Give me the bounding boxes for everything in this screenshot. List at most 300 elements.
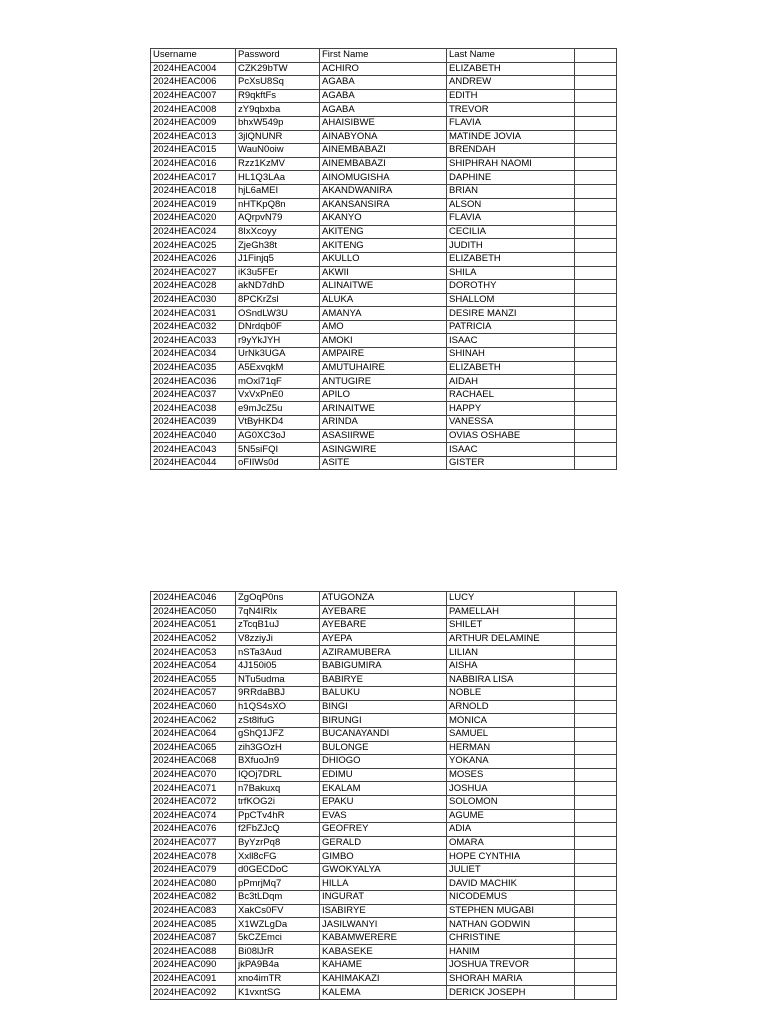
table-row — [151, 130, 617, 144]
first-name-cell: ATUGONZA — [320, 592, 447, 606]
username-cell: 2024HEAC052 — [151, 632, 236, 646]
last-name-cell: HAPPY — [447, 402, 575, 416]
table-row — [151, 320, 617, 334]
first-name-cell: ALUKA — [320, 293, 447, 307]
empty-cell — [575, 76, 617, 90]
table-row — [151, 755, 617, 769]
table-row — [151, 931, 617, 945]
first-name-cell: BULONGE — [320, 741, 447, 755]
password-cell: BXfuoJn9 — [236, 755, 320, 769]
first-name-cell: ASINGWIRE — [320, 443, 447, 457]
username-cell: 2024HEAC083 — [151, 904, 236, 918]
last-name-cell: DESIRE MANZI — [447, 307, 575, 321]
username-cell: 2024HEAC055 — [151, 673, 236, 687]
password-cell: DNrdqb0F — [236, 320, 320, 334]
password-cell: ZjeGh38t — [236, 239, 320, 253]
empty-cell — [575, 307, 617, 321]
first-name-cell: GWOKYALYA — [320, 863, 447, 877]
first-name-cell: AMO — [320, 320, 447, 334]
last-name-cell: SHALLOM — [447, 293, 575, 307]
empty-cell — [575, 320, 617, 334]
table-row — [151, 592, 617, 606]
first-name-cell: AYEBARE — [320, 605, 447, 619]
password-cell: X1WZLgDa — [236, 918, 320, 932]
username-cell: 2024HEAC008 — [151, 103, 236, 117]
empty-cell — [575, 700, 617, 714]
username-cell: 2024HEAC027 — [151, 266, 236, 280]
username-cell: 2024HEAC033 — [151, 334, 236, 348]
first-name-cell: BIRUNGI — [320, 714, 447, 728]
password-cell: PpCTv4hR — [236, 809, 320, 823]
first-name-cell: AKITENG — [320, 225, 447, 239]
table-row — [151, 361, 617, 375]
table-row — [151, 402, 617, 416]
table-row — [151, 280, 617, 294]
empty-cell — [575, 782, 617, 796]
username-cell: 2024HEAC060 — [151, 700, 236, 714]
table-row — [151, 700, 617, 714]
empty-cell — [575, 375, 617, 389]
table-row — [151, 198, 617, 212]
username-cell: 2024HEAC087 — [151, 931, 236, 945]
first-name-cell: KAHAME — [320, 959, 447, 973]
table-row — [151, 646, 617, 660]
first-name-cell: KABAMWERERE — [320, 931, 447, 945]
last-name-cell: SHILET — [447, 619, 575, 633]
last-name-cell: MATINDE JOVIA — [447, 130, 575, 144]
table-row — [151, 252, 617, 266]
last-name-cell: NATHAN GODWIN — [447, 918, 575, 932]
username-cell: 2024HEAC072 — [151, 795, 236, 809]
empty-cell — [575, 334, 617, 348]
table-row — [151, 76, 617, 90]
username-cell: 2024HEAC031 — [151, 307, 236, 321]
table-row — [151, 918, 617, 932]
last-name-cell: BRIAN — [447, 184, 575, 198]
empty-cell — [575, 144, 617, 158]
table-row — [151, 986, 617, 1000]
username-cell: 2024HEAC015 — [151, 144, 236, 158]
password-cell: VxVxPnE0 — [236, 388, 320, 402]
password-cell: bhxW549p — [236, 116, 320, 130]
first-name-cell: BABIGUMIRA — [320, 659, 447, 673]
last-name-cell: SHIPHRAH NAOMI — [447, 157, 575, 171]
first-name-cell: BABIRYE — [320, 673, 447, 687]
first-name-cell: ASASIIRWE — [320, 429, 447, 443]
table-row — [151, 443, 617, 457]
first-name-cell: ALINAITWE — [320, 280, 447, 294]
username-cell: 2024HEAC013 — [151, 130, 236, 144]
password-cell: iK3u5FEr — [236, 266, 320, 280]
last-name-cell: NABBIRA LISA — [447, 673, 575, 687]
username-cell: 2024HEAC054 — [151, 659, 236, 673]
last-name-cell: DAPHINE — [447, 171, 575, 185]
last-name-cell: ADIA — [447, 823, 575, 837]
password-cell: hjL6aMEI — [236, 184, 320, 198]
last-name-cell: ELIZABETH — [447, 62, 575, 76]
empty-cell — [575, 212, 617, 226]
table-row — [151, 619, 617, 633]
first-name-cell: GIMBO — [320, 850, 447, 864]
last-name-cell: ELIZABETH — [447, 252, 575, 266]
first-name-cell: EPAKU — [320, 795, 447, 809]
username-cell: 2024HEAC009 — [151, 116, 236, 130]
username-cell: 2024HEAC036 — [151, 375, 236, 389]
password-cell: zSt8lfuG — [236, 714, 320, 728]
last-name-cell: MOSES — [447, 768, 575, 782]
password-cell: 5N5siFQI — [236, 443, 320, 457]
last-name-cell: DAVID MACHIK — [447, 877, 575, 891]
table-row — [151, 225, 617, 239]
last-name-cell: OVIAS OSHABE — [447, 429, 575, 443]
first-name-cell: AINABYONA — [320, 130, 447, 144]
header-last-name: Last Name — [447, 49, 575, 63]
password-cell: AG0XC3oJ — [236, 429, 320, 443]
username-cell: 2024HEAC079 — [151, 863, 236, 877]
table-row — [151, 348, 617, 362]
empty-cell — [575, 863, 617, 877]
username-cell: 2024HEAC043 — [151, 443, 236, 457]
first-name-cell: AMANYA — [320, 307, 447, 321]
username-cell: 2024HEAC091 — [151, 972, 236, 986]
table-row — [151, 687, 617, 701]
table-row — [151, 375, 617, 389]
table-row — [151, 727, 617, 741]
table-row — [151, 972, 617, 986]
table-row — [151, 795, 617, 809]
empty-cell — [575, 416, 617, 430]
last-name-cell: DOROTHY — [447, 280, 575, 294]
first-name-cell: APILO — [320, 388, 447, 402]
empty-cell — [575, 184, 617, 198]
last-name-cell: PAMELLAH — [447, 605, 575, 619]
password-cell: zTcqB1uJ — [236, 619, 320, 633]
empty-cell — [575, 456, 617, 470]
empty-cell — [575, 972, 617, 986]
table-row — [151, 307, 617, 321]
empty-cell — [575, 62, 617, 76]
last-name-cell: LILIAN — [447, 646, 575, 660]
empty-cell — [575, 388, 617, 402]
table-row — [151, 891, 617, 905]
last-name-cell: BRENDAH — [447, 144, 575, 158]
password-cell: nHTKpQ8n — [236, 198, 320, 212]
empty-cell — [575, 252, 617, 266]
header-username: Username — [151, 49, 236, 63]
empty-cell — [575, 239, 617, 253]
username-cell: 2024HEAC018 — [151, 184, 236, 198]
username-cell: 2024HEAC062 — [151, 714, 236, 728]
username-cell: 2024HEAC068 — [151, 755, 236, 769]
last-name-cell: ISAAC — [447, 443, 575, 457]
username-cell: 2024HEAC064 — [151, 727, 236, 741]
first-name-cell: INGURAT — [320, 891, 447, 905]
password-cell: 9RRdaBBJ — [236, 687, 320, 701]
table-row — [151, 456, 617, 470]
first-name-cell: KABASEKE — [320, 945, 447, 959]
table-row — [151, 157, 617, 171]
password-cell: NTu5udma — [236, 673, 320, 687]
first-name-cell: JASILWANYI — [320, 918, 447, 932]
password-cell: jkPA9B4a — [236, 959, 320, 973]
table-row — [151, 823, 617, 837]
empty-cell — [575, 592, 617, 606]
last-name-cell: JOSHUA — [447, 782, 575, 796]
last-name-cell: SHORAH MARIA — [447, 972, 575, 986]
table-row — [151, 836, 617, 850]
username-cell: 2024HEAC028 — [151, 280, 236, 294]
empty-cell — [575, 89, 617, 103]
table-row — [151, 293, 617, 307]
first-name-cell: AZIRAMUBERA — [320, 646, 447, 660]
empty-cell — [575, 673, 617, 687]
first-name-cell: AGABA — [320, 103, 447, 117]
username-cell: 2024HEAC090 — [151, 959, 236, 973]
first-name-cell: EDIMU — [320, 768, 447, 782]
empty-cell — [575, 891, 617, 905]
empty-cell — [575, 198, 617, 212]
username-cell: 2024HEAC080 — [151, 877, 236, 891]
first-name-cell: ACHIRO — [320, 62, 447, 76]
first-name-cell: AKITENG — [320, 239, 447, 253]
first-name-cell: GERALD — [320, 836, 447, 850]
last-name-cell: TREVOR — [447, 103, 575, 117]
credentials-table-2 — [150, 591, 617, 1000]
password-cell: PcXsU8Sq — [236, 76, 320, 90]
password-cell: Rzz1KzMV — [236, 157, 320, 171]
last-name-cell: EDITH — [447, 89, 575, 103]
password-cell: h1QS4sXO — [236, 700, 320, 714]
username-cell: 2024HEAC077 — [151, 836, 236, 850]
last-name-cell: SHINAH — [447, 348, 575, 362]
username-cell: 2024HEAC019 — [151, 198, 236, 212]
first-name-cell: AHAISIBWE — [320, 116, 447, 130]
table-row — [151, 388, 617, 402]
table-row — [151, 239, 617, 253]
table-row — [151, 212, 617, 226]
password-cell: IQOj7DRL — [236, 768, 320, 782]
first-name-cell: AYEBARE — [320, 619, 447, 633]
first-name-cell: ISABIRYE — [320, 904, 447, 918]
username-cell: 2024HEAC034 — [151, 348, 236, 362]
last-name-cell: FLAVIA — [447, 212, 575, 226]
username-cell: 2024HEAC044 — [151, 456, 236, 470]
username-cell: 2024HEAC032 — [151, 320, 236, 334]
first-name-cell: ARINAITWE — [320, 402, 447, 416]
last-name-cell: ARTHUR DELAMINE — [447, 632, 575, 646]
password-cell: f2FbZJcQ — [236, 823, 320, 837]
table-row — [151, 103, 617, 117]
last-name-cell: YOKANA — [447, 755, 575, 769]
table-row — [151, 632, 617, 646]
first-name-cell: AYEPA — [320, 632, 447, 646]
password-cell: nSTa3Aud — [236, 646, 320, 660]
empty-cell — [575, 429, 617, 443]
last-name-cell: VANESSA — [447, 416, 575, 430]
last-name-cell: SAMUEL — [447, 727, 575, 741]
password-cell: e9mJcZ5u — [236, 402, 320, 416]
first-name-cell: EKALAM — [320, 782, 447, 796]
last-name-cell: DERICK JOSEPH — [447, 986, 575, 1000]
empty-cell — [575, 714, 617, 728]
password-cell: 3jlQNUNR — [236, 130, 320, 144]
table-row — [151, 116, 617, 130]
last-name-cell: AISHA — [447, 659, 575, 673]
empty-cell — [575, 795, 617, 809]
table-row — [151, 714, 617, 728]
username-cell: 2024HEAC017 — [151, 171, 236, 185]
table-row — [151, 266, 617, 280]
table-row — [151, 416, 617, 430]
empty-cell — [575, 443, 617, 457]
first-name-cell: EVAS — [320, 809, 447, 823]
header-row — [151, 49, 617, 63]
last-name-cell: JUDITH — [447, 239, 575, 253]
last-name-cell: PATRICIA — [447, 320, 575, 334]
password-cell: akND7dhD — [236, 280, 320, 294]
password-cell: AQrpvN79 — [236, 212, 320, 226]
password-cell: V8zziyJi — [236, 632, 320, 646]
empty-cell — [575, 877, 617, 891]
empty-cell — [575, 402, 617, 416]
first-name-cell: HILLA — [320, 877, 447, 891]
username-cell: 2024HEAC065 — [151, 741, 236, 755]
empty-cell — [575, 727, 617, 741]
password-cell: 5kCZEmci — [236, 931, 320, 945]
first-name-cell: GEOFREY — [320, 823, 447, 837]
table-row — [151, 659, 617, 673]
table-row — [151, 144, 617, 158]
last-name-cell: ALSON — [447, 198, 575, 212]
last-name-cell: AGUME — [447, 809, 575, 823]
last-name-cell: CECILIA — [447, 225, 575, 239]
table-row — [151, 89, 617, 103]
password-cell: ByYzrPq8 — [236, 836, 320, 850]
table-row — [151, 429, 617, 443]
password-cell: r9yYkJYH — [236, 334, 320, 348]
table-row — [151, 850, 617, 864]
last-name-cell: MONICA — [447, 714, 575, 728]
password-cell: R9qkftFs — [236, 89, 320, 103]
password-cell: WauN0oiw — [236, 144, 320, 158]
header-first-name: First Name — [320, 49, 447, 63]
table-row — [151, 184, 617, 198]
first-name-cell: DHIOGO — [320, 755, 447, 769]
first-name-cell: AINEMBABAZI — [320, 144, 447, 158]
password-cell: Xxll8cFG — [236, 850, 320, 864]
last-name-cell: GISTER — [447, 456, 575, 470]
empty-cell — [575, 103, 617, 117]
password-cell: OSndLW3U — [236, 307, 320, 321]
empty-cell — [575, 280, 617, 294]
empty-cell — [575, 741, 617, 755]
table-row — [151, 741, 617, 755]
empty-cell — [575, 904, 617, 918]
username-cell: 2024HEAC007 — [151, 89, 236, 103]
first-name-cell: AKULLO — [320, 252, 447, 266]
password-cell: 7qN4IRlx — [236, 605, 320, 619]
empty-cell — [575, 361, 617, 375]
first-name-cell: ARINDA — [320, 416, 447, 430]
username-cell: 2024HEAC050 — [151, 605, 236, 619]
username-cell: 2024HEAC025 — [151, 239, 236, 253]
empty-cell — [575, 918, 617, 932]
empty-cell — [575, 266, 617, 280]
username-cell: 2024HEAC053 — [151, 646, 236, 660]
first-name-cell: AKANSANSIRA — [320, 198, 447, 212]
password-cell: mOxl71qF — [236, 375, 320, 389]
empty-cell — [575, 605, 617, 619]
first-name-cell: AGABA — [320, 76, 447, 90]
last-name-cell: FLAVIA — [447, 116, 575, 130]
password-cell: HL1Q3LAa — [236, 171, 320, 185]
header-password: Password — [236, 49, 320, 63]
empty-cell — [575, 809, 617, 823]
empty-cell — [575, 293, 617, 307]
credentials-table-1 — [150, 48, 617, 470]
password-cell: 8IxXcoyy — [236, 225, 320, 239]
table-row — [151, 809, 617, 823]
last-name-cell: CHRISTINE — [447, 931, 575, 945]
last-name-cell: AIDAH — [447, 375, 575, 389]
password-cell: 8PCKrZsl — [236, 293, 320, 307]
password-cell: J1Finjq5 — [236, 252, 320, 266]
last-name-cell: RACHAEL — [447, 388, 575, 402]
username-cell: 2024HEAC006 — [151, 76, 236, 90]
empty-cell — [575, 959, 617, 973]
first-name-cell: BINGI — [320, 700, 447, 714]
table-row — [151, 673, 617, 687]
password-cell: zih3GOzH — [236, 741, 320, 755]
username-cell: 2024HEAC038 — [151, 402, 236, 416]
password-cell: 4J150i05 — [236, 659, 320, 673]
username-cell: 2024HEAC085 — [151, 918, 236, 932]
empty-cell — [575, 646, 617, 660]
empty-cell — [575, 619, 617, 633]
empty-cell — [575, 687, 617, 701]
password-cell: gShQ1JFZ — [236, 727, 320, 741]
first-name-cell: ASITE — [320, 456, 447, 470]
password-cell: CZK29bTW — [236, 62, 320, 76]
last-name-cell: JOSHUA TREVOR — [447, 959, 575, 973]
empty-cell — [575, 130, 617, 144]
first-name-cell: AINEMBABAZI — [320, 157, 447, 171]
password-cell: K1vxntSG — [236, 986, 320, 1000]
empty-cell — [575, 850, 617, 864]
last-name-cell: OMARA — [447, 836, 575, 850]
password-cell: xno4imTR — [236, 972, 320, 986]
password-cell: A5ExvqkM — [236, 361, 320, 375]
username-cell: 2024HEAC076 — [151, 823, 236, 837]
username-cell: 2024HEAC046 — [151, 592, 236, 606]
password-cell: trfKOG2i — [236, 795, 320, 809]
username-cell: 2024HEAC020 — [151, 212, 236, 226]
last-name-cell: HANIM — [447, 945, 575, 959]
username-cell: 2024HEAC030 — [151, 293, 236, 307]
password-cell: pPmrjMq7 — [236, 877, 320, 891]
username-cell: 2024HEAC037 — [151, 388, 236, 402]
empty-cell — [575, 659, 617, 673]
username-cell: 2024HEAC057 — [151, 687, 236, 701]
password-cell: VtByHKD4 — [236, 416, 320, 430]
password-cell: Bc3tLDqm — [236, 891, 320, 905]
username-cell: 2024HEAC004 — [151, 62, 236, 76]
username-cell: 2024HEAC078 — [151, 850, 236, 864]
table-row — [151, 171, 617, 185]
password-cell: n7Bakuxq — [236, 782, 320, 796]
empty-cell — [575, 116, 617, 130]
password-cell: UrNk3UGA — [236, 348, 320, 362]
